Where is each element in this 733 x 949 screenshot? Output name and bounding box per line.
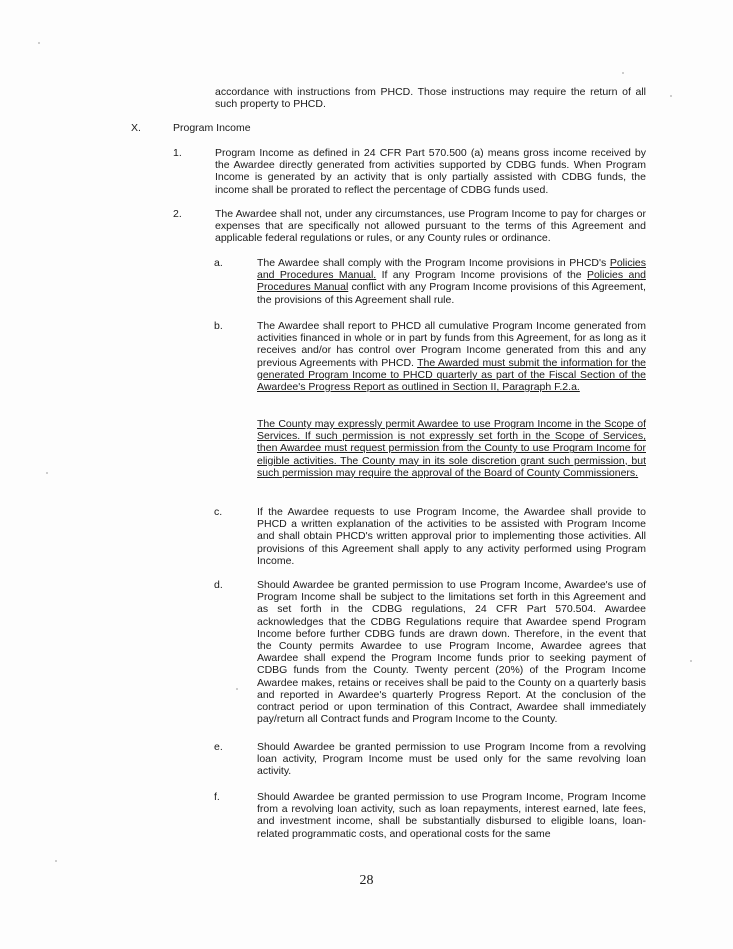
subitem-d-text: Should Awardee be granted permission to use Program Income, Awardee's use of Program Income shall be subject to the limitations set forth in this Agreement and as set forth in the CDBG regulations, 24 CFR Part 570.504. Awardee acknowledges that the CDBG Regulations require that Awardee spend Program Income before further CDBG funds are drawn down. Therefore, in the event that the County permits Awardee to use Program Income, Awardee agrees that Awardee shall expend the Program Income funds prior to seeking payment of CDBG funds from the County. Twenty percent (20%) of the Program Income Awardee makes, retains or receives shall be paid to the County on a quarterly basis and reported in Awardee's quarterly Progress Report. At the conclusion of the contract period or upon termination of this Contract, Awardee shall immediately pay/return all Contract funds and Program Income to the County. xyxy=(257,579,646,726)
subitem-e-text: Should Awardee be granted permission to use Program Income from a revolving loan activity, Program Income must be used only for the same revolving loan activity. xyxy=(257,741,646,778)
subitem-c-text: If the Awardee requests to use Program Income, the Awardee shall provide to PHCD a written explanation of the activities to be assisted with Program Income and shall obtain PHCD's written approval prior to implementing those activities. All provisions of this Agreement shall apply to any activity performed using Program Income. xyxy=(257,506,646,567)
subitem-d-marker: d. xyxy=(214,579,223,591)
subitem-a-text-1: The Awardee shall comply with the Program Income provisions in PHCD's xyxy=(257,257,607,269)
item-2-text: The Awardee shall not, under any circumstances, use Program Income to pay for charges or expenses that are specifically not allowed pursuant to the terms of this Agreement and applicable federal regulations or rules, or any County rules or ordinance. xyxy=(215,208,646,245)
subitem-b-text xyxy=(257,320,646,393)
item-2-marker: 2. xyxy=(173,208,182,220)
subitem-f-marker: f. xyxy=(214,791,220,803)
subitem-a-text-2: If any Program Income provisions of the xyxy=(376,269,582,282)
scan-speck xyxy=(38,42,40,44)
subitem-b-underlined-2: The County may expressly permit Awardee to use Program Income in the Scope of Services. If such permission is not expressly set forth in the Scope of Services, then Awardee must request permission from the County to use Program Income for eligible activities. The County may in its sole discretion grant such permission, but such permission may require the approval of the Board of County Commissioners. xyxy=(257,418,646,479)
manual-reference-2: Policies and Procedures Manual xyxy=(257,269,646,294)
scan-speck xyxy=(236,688,238,690)
item-1-text: Program Income as defined in 24 CFR Part 570.500 (a) means gross income received by the Awardee directly generated from activities supported by CDBG funds. When Program Income is generated by an activity that is only partially assisted with CDBG funds, the income shall be prorated to reflect the percentage of CDBG funds used. xyxy=(215,147,646,196)
scan-speck xyxy=(55,860,57,862)
subitem-b-text-1: The Awardee shall report to PHCD all cumulative Program Income generated from activities financed in whole or in part by funds from this Agreement, for as long as it receives and/or has control over Program Income generated from this and any previous Agreements with PHCD. xyxy=(257,320,646,369)
scan-speck xyxy=(690,660,692,662)
scan-speck xyxy=(670,95,672,97)
item-1-marker: 1. xyxy=(173,147,182,159)
manual-reference-1: Policies and Procedures Manual. xyxy=(257,257,646,282)
intro-paragraph: accordance with instructions from PHCD. Those instructions may require the return of all such property to PHCD. xyxy=(215,86,646,111)
section-title: Program Income xyxy=(173,122,251,134)
section-number: X. xyxy=(131,122,141,134)
scan-speck xyxy=(46,472,48,474)
subitem-a-text xyxy=(257,257,646,306)
scan-speck xyxy=(622,72,624,74)
subitem-b-marker: b. xyxy=(214,320,223,332)
page-number: 28 xyxy=(359,873,374,888)
subitem-f-text: Should Awardee be granted permission to use Program Income, Program Income from a revolving loan activity, such as loan repayments, interest earned, late fees, and investment income, shall be substantially disbursed to eligible loans, loan-related programmatic costs, and operational costs for the same xyxy=(257,791,646,840)
subitem-b-underlined-1: The Awarded must submit the information for the generated Program Income to PHCD quarterly as part of the Fiscal Section of the Awardee's Progress Report as outlined in Section II, Paragraph F.2.a. xyxy=(257,356,646,394)
subitem-e-marker: e. xyxy=(214,741,223,753)
subitem-a-marker: a. xyxy=(214,257,223,269)
subitem-c-marker: c. xyxy=(214,506,223,518)
subitem-a-text-3: conflict with any Program Income provisions of this Agreement, the provisions of this Agreement shall rule. xyxy=(257,281,646,306)
